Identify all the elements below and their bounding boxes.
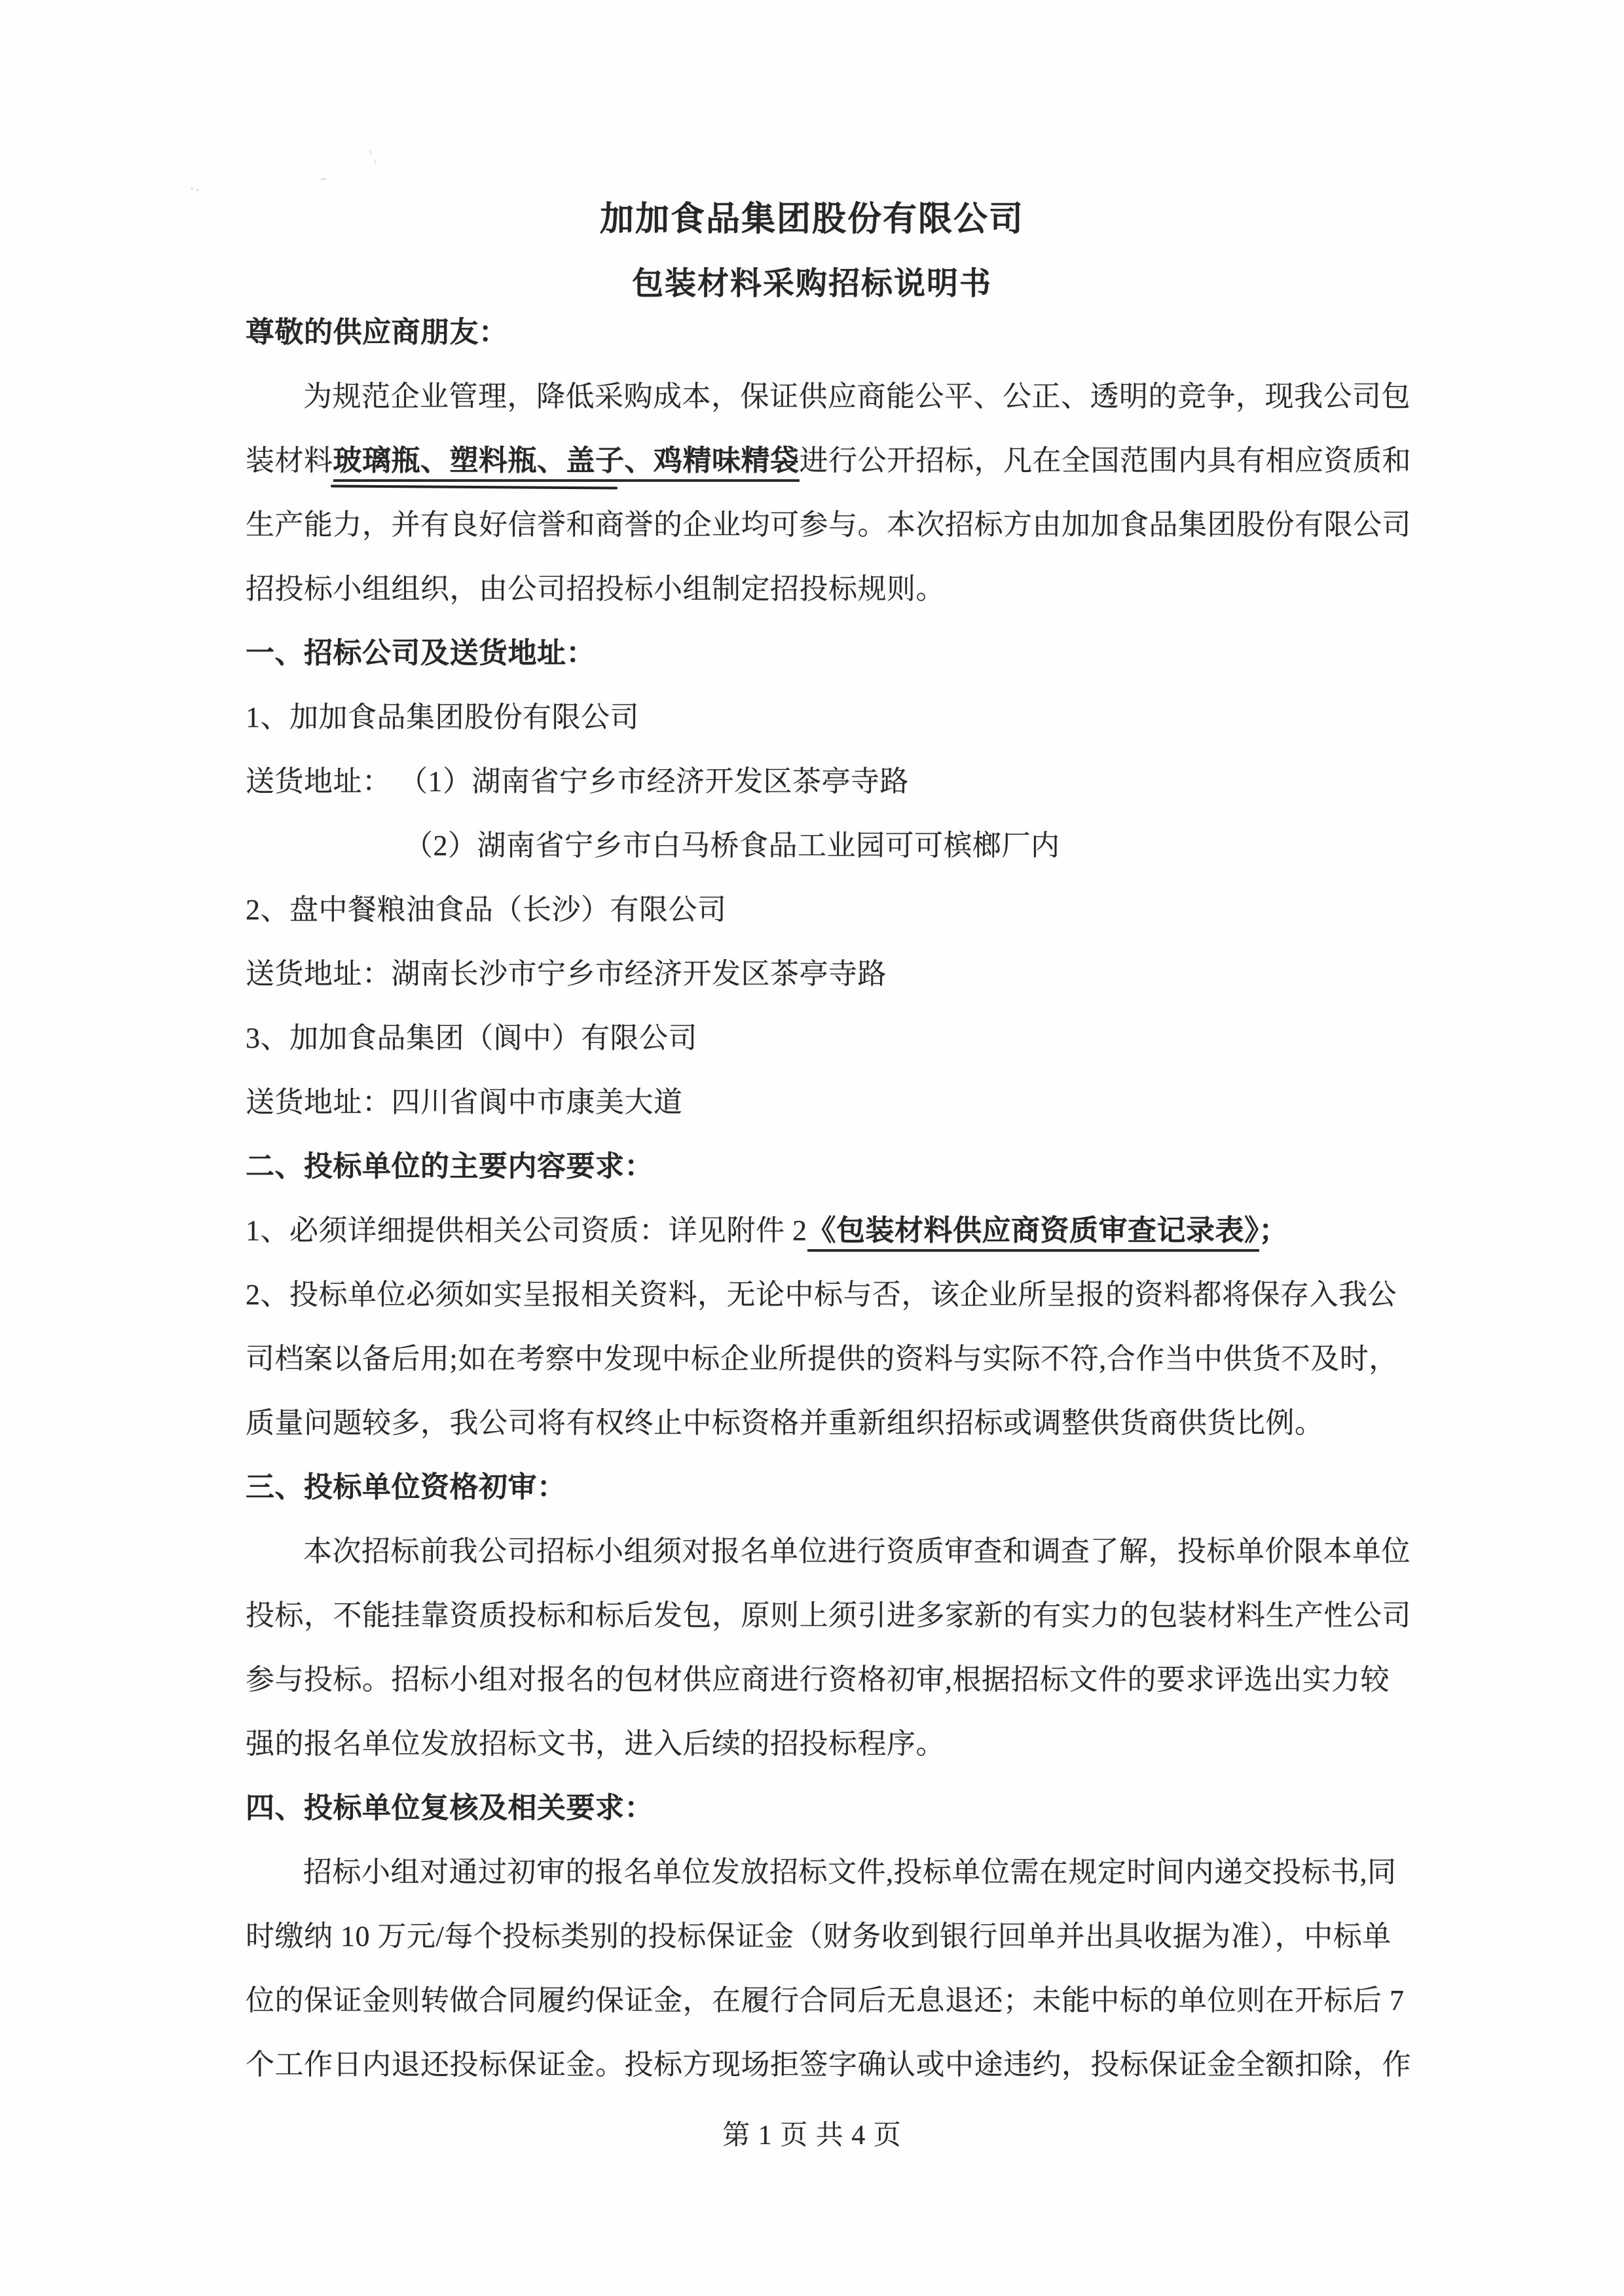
intro-line-1: 为规范企业管理，降低采购成本，保证供应商能公平、公正、透明的竞争，现我公司包 <box>303 380 1411 412</box>
section2-heading: 二、投标单位的主要内容要求： <box>246 1150 654 1182</box>
section4-heading: 四、投标单位复核及相关要求： <box>246 1792 654 1824</box>
section2-item2-line3: 质量问题较多，我公司将有权终止中标资格并重新组织招标或调整供货商供货比例。 <box>246 1407 1324 1439</box>
doc-subtitle: 包装材料采购招标说明书 <box>631 266 992 301</box>
section2-item1 <box>246 1199 1378 1263</box>
intro-line-2-pre: 装材料 <box>246 445 333 477</box>
section1-company2: 2、盘中餐粮油食品（长沙）有限公司 <box>246 894 727 926</box>
section1-company3: 3、加加食品集团（阆中）有限公司 <box>246 1022 697 1054</box>
scan-smudge: ˍ <box>316 158 329 183</box>
intro-line-2-post: 进行公开招标，凡在全国范围内具有相应资质和 <box>799 445 1411 477</box>
underlined-attachment-title: 《包装材料供应商资质审查记录表》 <box>807 1214 1259 1252</box>
section2-item2-line2: 司档案以备后用;如在考察中发现中标企业所提供的资料与实际不符,合作当中供货不及时， <box>246 1343 1398 1375</box>
scan-smudge: ․․ <box>188 174 204 196</box>
section3-para-line4: 强的报名单位发放招标文书，进入后续的招投标程序。 <box>246 1728 945 1760</box>
section2-item1-post: ； <box>1259 1214 1288 1247</box>
section1-company1: 1、加加食品集团股份有限公司 <box>246 701 639 733</box>
intro-line-4: 招投标小组组织，由公司招投标小组制定招投标规则。 <box>246 573 945 605</box>
section3-para-line1: 本次招标前我公司招标小组须对报名单位进行资质审查和调查了解，投标单价限本单位 <box>303 1535 1411 1567</box>
section1-address1a: 送货地址： （1）湖南省宁乡市经济开发区茶亭寺路 <box>246 765 909 797</box>
section3-para-line3: 参与投标。招标小组对报名的包材供应商进行资格初审,根据招标文件的要求评选出实力较 <box>246 1664 1390 1696</box>
section4-para-line3: 位的保证金则转做合同履约保证金，在履行合同后无息退还；未能中标的单位则在开标后 7 <box>246 1984 1405 2016</box>
underlined-materials-phrase: 玻璃瓶、塑料瓶、盖子、鸡精味精袋 <box>333 445 800 482</box>
section4-para-line1: 招标小组对通过初审的报名单位发放招标文件,投标单位需在规定时间内递交投标书,同 <box>303 1856 1397 1888</box>
section1-address2: 送货地址：湖南长沙市宁乡市经济开发区茶亭寺路 <box>246 958 887 990</box>
section4-para-line4: 个工作日内退还投标保证金。投标方现场拒签字确认或中途违约，投标保证金全额扣除，作 <box>246 2049 1411 2081</box>
section2-item1-pre: 1、必须详细提供相关公司资质：详见附件 2 <box>246 1214 807 1247</box>
doc-title: 加加食品集团股份有限公司 <box>599 201 1024 238</box>
intro-line-2 <box>246 429 1411 493</box>
scan-smudge: ʾˌ <box>369 149 377 166</box>
page-number-footer: 第 1 页 共 4 页 <box>722 2121 902 2151</box>
section1-address3: 送货地址：四川省阆中市康美大道 <box>246 1086 683 1118</box>
section1-heading: 一、招标公司及送货地址： <box>246 637 595 669</box>
intro-line-3: 生产能力，并有良好信誉和商誉的企业均可参与。本次招标方由加加食品集团股份有限公司 <box>246 509 1411 541</box>
section2-item2-line1: 2、投标单位必须如实呈报相关资料，无论中标与否，该企业所呈报的资料都将保存入我公 <box>246 1279 1397 1311</box>
section3-heading: 三、投标单位资格初审： <box>246 1471 566 1503</box>
salutation: 尊敬的供应商朋友： <box>246 316 508 348</box>
section1-address1b: （2）湖南省宁乡市白马桥食品工业园可可槟榔厂内 <box>404 829 1060 862</box>
section4-para-line2: 时缴纳 10 万元/每个投标类别的投标保证金（财务收到银行回单并出具收据为准），中标单 <box>246 1920 1392 1952</box>
section3-para-line2: 投标，不能挂靠资质投标和标后发包，原则上须引进多家新的有实力的包装材料生产性公司 <box>246 1599 1411 1631</box>
